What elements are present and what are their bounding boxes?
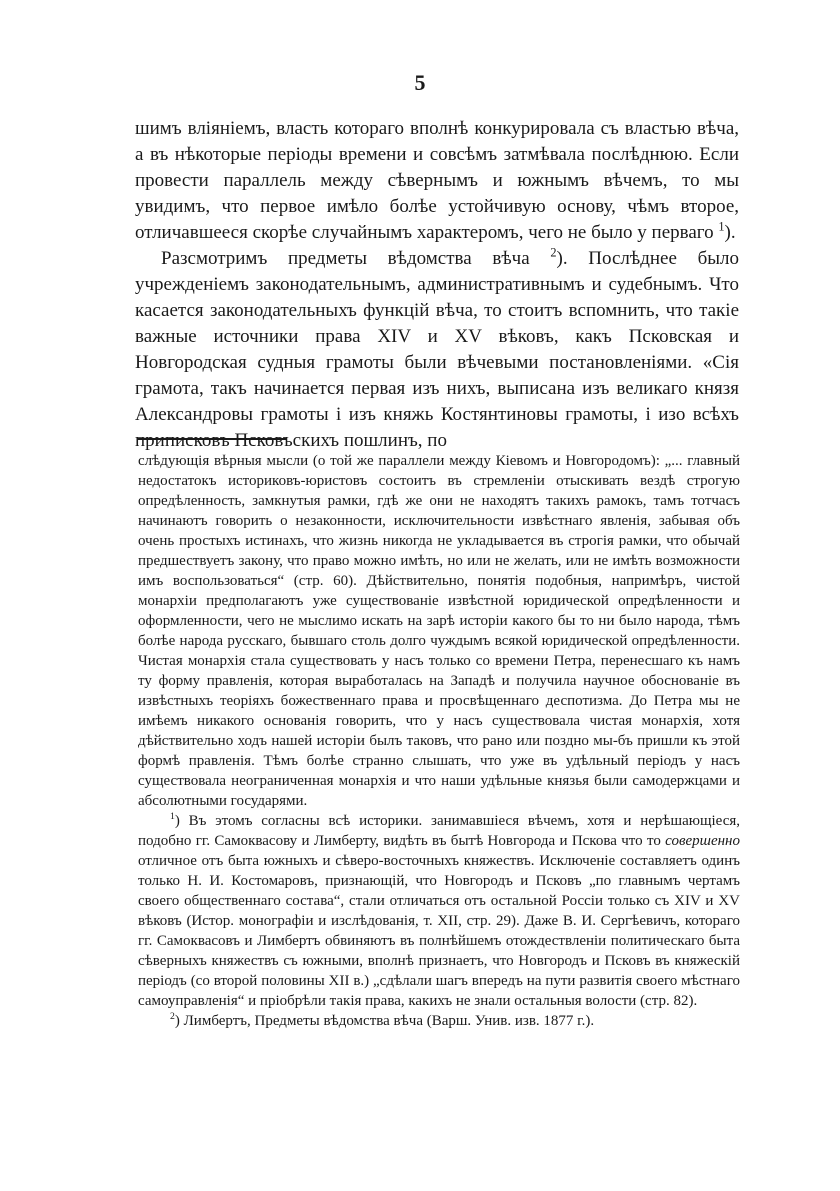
footnote-1-marker: 1	[170, 811, 175, 822]
footnote-1	[138, 811, 740, 1011]
page-number: 5	[414, 70, 426, 95]
paragraph-2	[135, 246, 739, 454]
paragraph-1-text: шимъ вліяніемъ, власть котораго вполнѣ конкурировала съ властью вѣча, а въ нѣкоторые періоды времени и совсѣмъ затмѣвала послѣднюю. Если провести параллель между сѣвернымъ и южнымъ вѣчемъ, то мы увидимъ, что первое имѣло болѣе устойчивую основу, чѣмъ второе, отличавшееся скорѣе случайнымъ характеромъ, чего не было у перваго	[135, 118, 739, 243]
footnote-rule	[137, 438, 287, 440]
footnote-2-text: ) Лимбертъ, Предметы вѣдомства вѣча (Варш. Унив. изв. 1877 г.).	[174, 1013, 595, 1029]
footnotes	[138, 451, 740, 1031]
main-text	[135, 116, 739, 454]
footnote-continuation: слѣдующія вѣрныя мысли (о той же параллели между Кіевомъ и Новгородомъ): „... главный недостатокъ историковъ-юристовъ состоитъ въ стремленіи отыскивать вездѣ строгую опредѣленность, замкнутыя рамки, гдѣ же они не находятъ такихъ рамокъ, тамъ тотчасъ начинаютъ говорить о незаконности, исключительности извѣстнаго явленія, забывая объ очень простыхъ истинахъ, что жизнь никогда не укладывается въ строгія рамки, что обычай предшествуетъ закону, что право можно имѣть, но или не желать, или не имѣть возможности имъ воспользоваться“ (стр. 60). Дѣйствительно, понятія подобныя, напримѣръ, чистой монархіи предполагаютъ уже существованіе извѣстной юридической опредѣленности и оформленности, чего не мыслимо искать на зарѣ исторіи какого бы то ни было народа, тѣмъ болѣе народа русскаго, бывшаго столь долго чуждымъ всякой юридической опредѣленности. Чистая монархія стала существовать у насъ только со времени Петра, перенесшаго къ намъ ту форму правленія, которая выработалась на Западѣ и получила научное обоснованіе въ извѣстныхъ теоріяхъ божественнаго права и просвѣщеннаго деспотизма. До Петра мы не имѣемъ никакого основанія говорить, что у насъ существовала чистая монархія, хотя дѣйствительно ходъ нашей исторіи былъ таковъ, что рано или поздно мы-бъ пришли къ этой формѣ правленія. Тѣмъ болѣе странно слышать, что уже въ удѣльный періодъ у насъ существовала неограниченная монархія и что наши удѣльные князья были самодержцами и абсолютными государями.	[138, 453, 740, 809]
paragraph-2-text-a: Разсмотримъ предметы вѣдомства вѣча	[161, 248, 530, 269]
paragraph-1	[135, 116, 739, 246]
footnote-ref-2: 2	[550, 245, 557, 260]
paragraph-2-text-b: ). Послѣднее было учрежденіемъ законодательнымъ, административнымъ и судебнымъ. Что касается законодательныхъ функцій вѣча, то стоитъ вспомнить, что такіе важные источники права XIV и XV вѣковъ, какъ Псковская и Новгородская судныя грамоты были вѣчевыми постановленіями. «Сія грамота, такъ начинается первая изъ нихъ, выписана изъ великаго князя Александровы грамоты і изъ княжь Костянтиновы грамоты, і изо всѣхъ приписковъ Псковъскихъ пошлинъ, по	[135, 248, 740, 451]
footnote-2	[138, 1011, 740, 1031]
footnote-1-emphasis: совершенно	[665, 833, 740, 849]
footnote-2-marker: 2	[170, 1011, 175, 1022]
paragraph-1-end: ).	[724, 222, 736, 243]
footnote-ref-1: 1	[718, 219, 725, 234]
footnote-1-text-a: ) Въ этомъ согласны всѣ историки. занимавшіеся вѣчемъ, хотя и нерѣшающіеся, подобно гг. Самоквасову и Лимберту, видѣть въ бытѣ Новгорода и Пскова что то	[138, 813, 740, 849]
footnote-1-text-b: отличное отъ быта южныхъ и сѣверо-восточныхъ княжествъ. Исключеніе составляетъ одинъ только Н. И. Костомаровъ, признающій, что Новгородъ и Псковъ „по главнымъ чертамъ своего общественнаго состава“, стали отличаться отъ остальной Россіи только съ XIV и XV вѣковъ (Истор. монографіи и изслѣдованія, т. XII, стр. 29). Даже В. И. Сергѣевичъ, которaго гг. Самоквасовъ и Лимбертъ обвиняютъ въ полнѣйшемъ отождествленіи политическаго быта сѣверныхъ княжествъ съ южными, вполнѣ признаетъ, что Новгородъ и Псковъ въ княжескій періодъ (со второй половины XII в.) „сдѣлали шагъ впередъ на пути развитія своего мѣстнаго самоуправленія“ и пріобрѣли такія права, какихъ не знали остальныя волости (стр. 82).	[138, 853, 740, 1009]
